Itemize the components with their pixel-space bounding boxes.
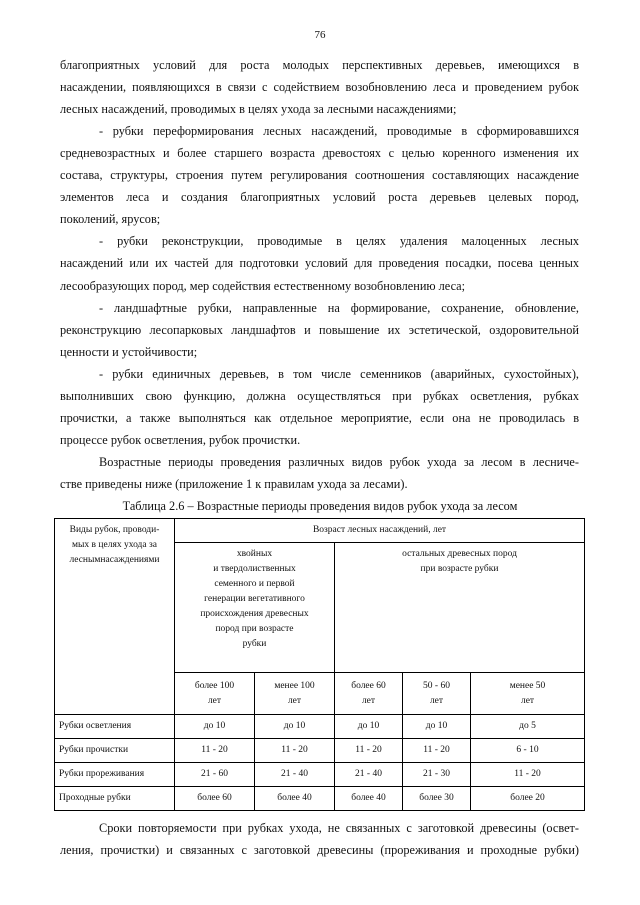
text-line: Возрастные периоды проведения различных видов рубок ухода за лесом в лесниче- — [99, 454, 579, 469]
table-cell: 11 - 20 — [471, 763, 585, 787]
table-cell: 21 - 30 — [403, 763, 471, 787]
text-line: стве приведены ниже (приложение 1 к правилам ухода за лесами). — [60, 476, 408, 491]
text-line: насаждении, появляющихся в связи с содействием возобновлению леса и проведением рубок — [60, 80, 579, 95]
text-line: - рубки реконструкции, проводимые в целях удаления малоценных лесных — [99, 234, 579, 249]
subheader-age-range: менее 100 лет — [255, 673, 335, 715]
text-line: ценности и устойчивости; — [60, 344, 198, 359]
text-line: лесообразующих пород, мер содействия естественному возобновлению леса; — [60, 278, 466, 293]
text-line: выполнивших свою функцию, должна осуществляться при рубках осветления, рубках — [60, 388, 579, 403]
table-cell: 11 - 20 — [255, 739, 335, 763]
text-line: средневозрастных и более старшего возраста древостоях с целью коренного изменения их — [60, 146, 579, 161]
text-line: ления, прочистки) и связанных с заготовкой древесины (прореживания и проходные рубки) — [60, 843, 579, 857]
row-label: Рубки прочистки — [55, 739, 175, 763]
text-line: реконструкцию лесопарковых ландшафтов и повышение их эстетической, оздоровительной — [60, 322, 579, 337]
table-cell: более 30 — [403, 787, 471, 811]
table-cell: 11 - 20 — [175, 739, 255, 763]
page-number: 76 — [314, 29, 326, 41]
table-row — [55, 787, 585, 811]
table-cell: до 5 — [471, 715, 585, 739]
text-line: лесных насаждений, проводимых в целях ухода за лесными насаждениями; — [60, 102, 457, 117]
text-line: прочистки, а также выполняться как отдельное мероприятие, если она не проводилась в — [60, 410, 579, 425]
table-cell: более 20 — [471, 787, 585, 811]
table-cell: 21 - 40 — [335, 763, 403, 787]
text-line: - рубки переформирования лесных насаждений, проводимые в сформировавшихся — [99, 124, 579, 139]
subheader-age-range: менее 50 лет — [471, 673, 585, 715]
text-line: поколений, ярусов; — [60, 212, 161, 227]
table-caption: Таблица 2.6 – Возрастные периоды проведения видов рубок ухода за лесом — [122, 499, 518, 513]
text-line: благоприятных условий для роста молодых перспективных деревьев, имеющихся в — [60, 58, 579, 72]
text-line: Сроки повторяемости при рубках ухода, не связанных с заготовкой древесины (освет- — [99, 821, 579, 835]
text-line: состава, структуры, строения путем регулирования соотношения составляющих насаждение — [60, 168, 579, 183]
header-age: Возраст лесных насаждений, лет — [175, 519, 585, 543]
age-periods-table — [54, 518, 585, 811]
table-cell: 21 - 60 — [175, 763, 255, 787]
text-line: насаждений или их частей для подготовки условий для проведения посадки, посева ценных — [60, 256, 579, 271]
text-line: - ландшафтные рубки, направленные на формирование, сохранение, обновление, — [99, 300, 579, 315]
header-cutting-types: Виды рубок, проводи- мых в целях ухода за леснымнасаждениями — [55, 519, 175, 715]
table-cell: более 40 — [255, 787, 335, 811]
row-label: Проходные рубки — [55, 787, 175, 811]
row-label: Рубки осветления — [55, 715, 175, 739]
table-cell: до 10 — [403, 715, 471, 739]
table-cell: 21 - 40 — [255, 763, 335, 787]
subheader-age-range: 50 - 60 лет — [403, 673, 471, 715]
header-group-other: остальных древесных пород при возрасте рубки — [335, 543, 585, 673]
table-cell: 11 - 20 — [335, 739, 403, 763]
table-cell: более 60 — [175, 787, 255, 811]
table-cell: до 10 — [335, 715, 403, 739]
table-row — [55, 715, 585, 739]
table-cell: до 10 — [175, 715, 255, 739]
subheader-age-range: более 60 лет — [335, 673, 403, 715]
row-label: Рубки прореживания — [55, 763, 175, 787]
table-cell: 6 - 10 — [471, 739, 585, 763]
subheader-age-range: более 100 лет — [175, 673, 255, 715]
table-cell: 11 - 20 — [403, 739, 471, 763]
text-line: - рубки единичных деревьев, в том числе семенников (аварийных, сухостойных), — [99, 366, 579, 381]
table-cell: более 40 — [335, 787, 403, 811]
text-line: процессе рубок осветления, рубок прочистки. — [60, 432, 301, 447]
header-group-conifer: хвойных и твердолиственных семенного и первой генерации вегетативного происхождения древесных пород при возрасте рубки — [175, 543, 335, 673]
table-row — [55, 739, 585, 763]
text-line: элементов леса и создания благоприятных условий роста деревьев целевых пород, — [60, 190, 579, 205]
table-row — [55, 763, 585, 787]
table-cell: до 10 — [255, 715, 335, 739]
